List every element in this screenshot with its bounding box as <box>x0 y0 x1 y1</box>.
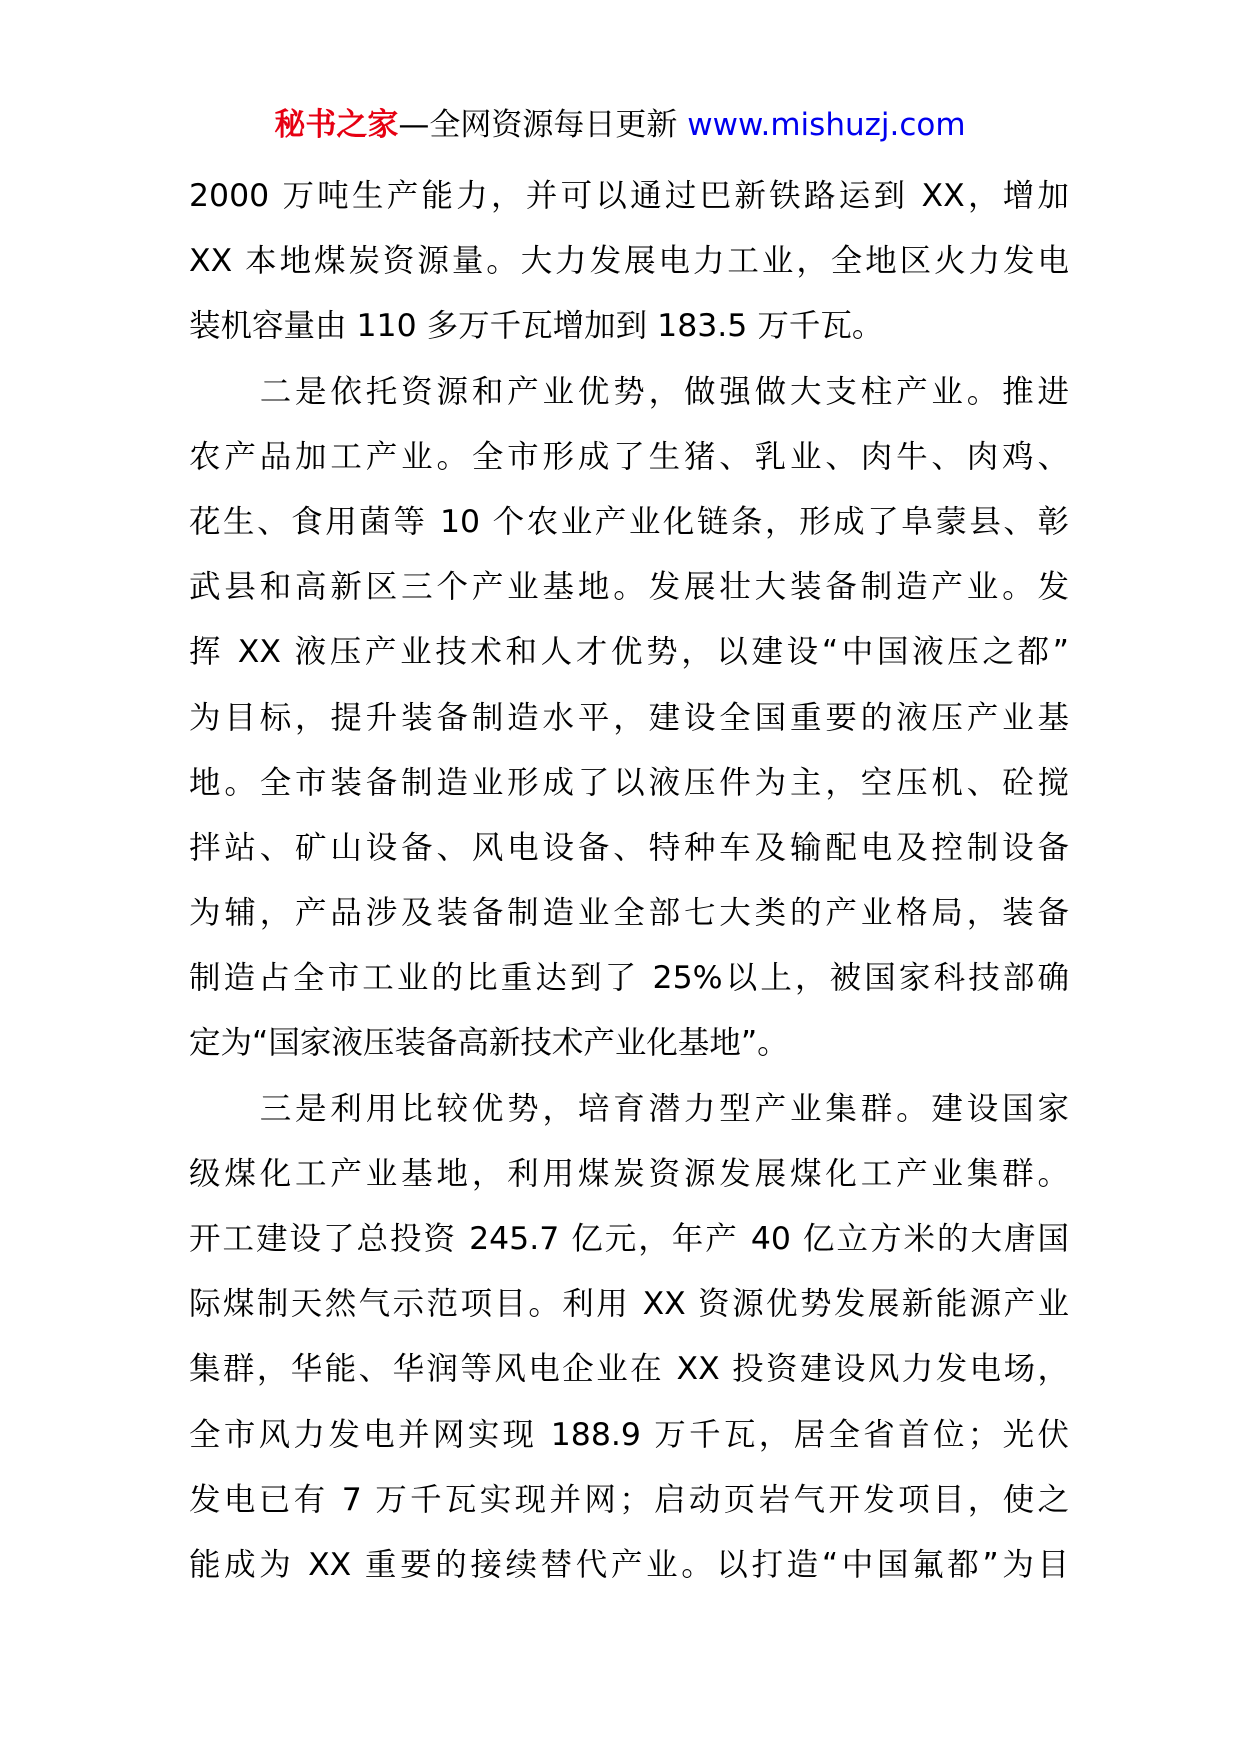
site-tagline: —全网资源每日更新 <box>398 107 688 143</box>
site-brand: 秘书之家 <box>274 107 399 143</box>
text-line: 开工建设了总投资 245.7 亿元，年产 40 亿立方米的大唐国 <box>189 1221 1069 1257</box>
text-line: XX 本地煤炭资源量。大力发展电力工业，全地区火力发电 <box>189 243 1069 280</box>
text-line: 挥 XX 液压产业技术和人才优势，以建设“中国液压之都” <box>189 634 1069 671</box>
text-line: 花生、食用菌等 10 个农业产业化链条，形成了阜蒙县、彰 <box>189 503 1069 540</box>
text-line: 2000 万吨生产能力，并可以通过巴新铁路运到 XX，增加 <box>189 178 1069 214</box>
text-line: 际煤制天然气示范项目。利用 XX 资源优势发展新能源产业 <box>189 1286 1069 1323</box>
text-line: 发电已有 7 万千瓦实现并网；启动页岩气开发项目，使之 <box>189 1481 1069 1518</box>
site-header <box>0 103 1240 147</box>
text-line: 级煤化工产业基地，利用煤炭资源发展煤化工产业集群。 <box>189 1155 1069 1192</box>
text-line: 武县和高新区三个产业基地。发展壮大装备制造产业。发 <box>189 569 1069 606</box>
text-line: 制造占全市工业的比重达到了 25%以上，被国家科技部确 <box>189 960 1069 997</box>
text-line: 农产品加工产业。全市形成了生猪、乳业、肉牛、肉鸡、 <box>189 438 1069 475</box>
text-line: 三是利用比较优势，培育潜力型产业集群。建设国家 <box>189 1090 1069 1127</box>
text-line: 为目标，提升装备制造水平，建设全国重要的液压产业基 <box>189 699 1069 736</box>
text-line: 为辅，产品涉及装备制造业全部七大类的产业格局，装备 <box>189 895 1069 932</box>
text-line: 能成为 XX 重要的接续替代产业。以打造“中国氟都”为目 <box>189 1546 1069 1583</box>
text-line: 地。全市装备制造业形成了以液压件为主，空压机、砼搅 <box>189 764 1069 801</box>
site-url-link[interactable]: www.mishuzj.com <box>687 107 966 143</box>
text-line: 装机容量由 110 多万千瓦增加到 183.5 万千瓦。 <box>189 308 884 345</box>
text-line: 二是依托资源和产业优势，做强做大支柱产业。推进 <box>189 373 1069 410</box>
text-line: 定为“国家液压装备高新技术产业化基地”。 <box>189 1025 789 1062</box>
text-line: 拌站、矿山设备、风电设备、特种车及输配电及控制设备 <box>189 829 1069 866</box>
text-line: 集群，华能、华润等风电企业在 XX 投资建设风力发电场， <box>189 1351 1069 1388</box>
document-body <box>189 164 1069 1598</box>
text-line: 全市风力发电并网实现 188.9 万千瓦，居全省首位；光伏 <box>189 1416 1069 1453</box>
